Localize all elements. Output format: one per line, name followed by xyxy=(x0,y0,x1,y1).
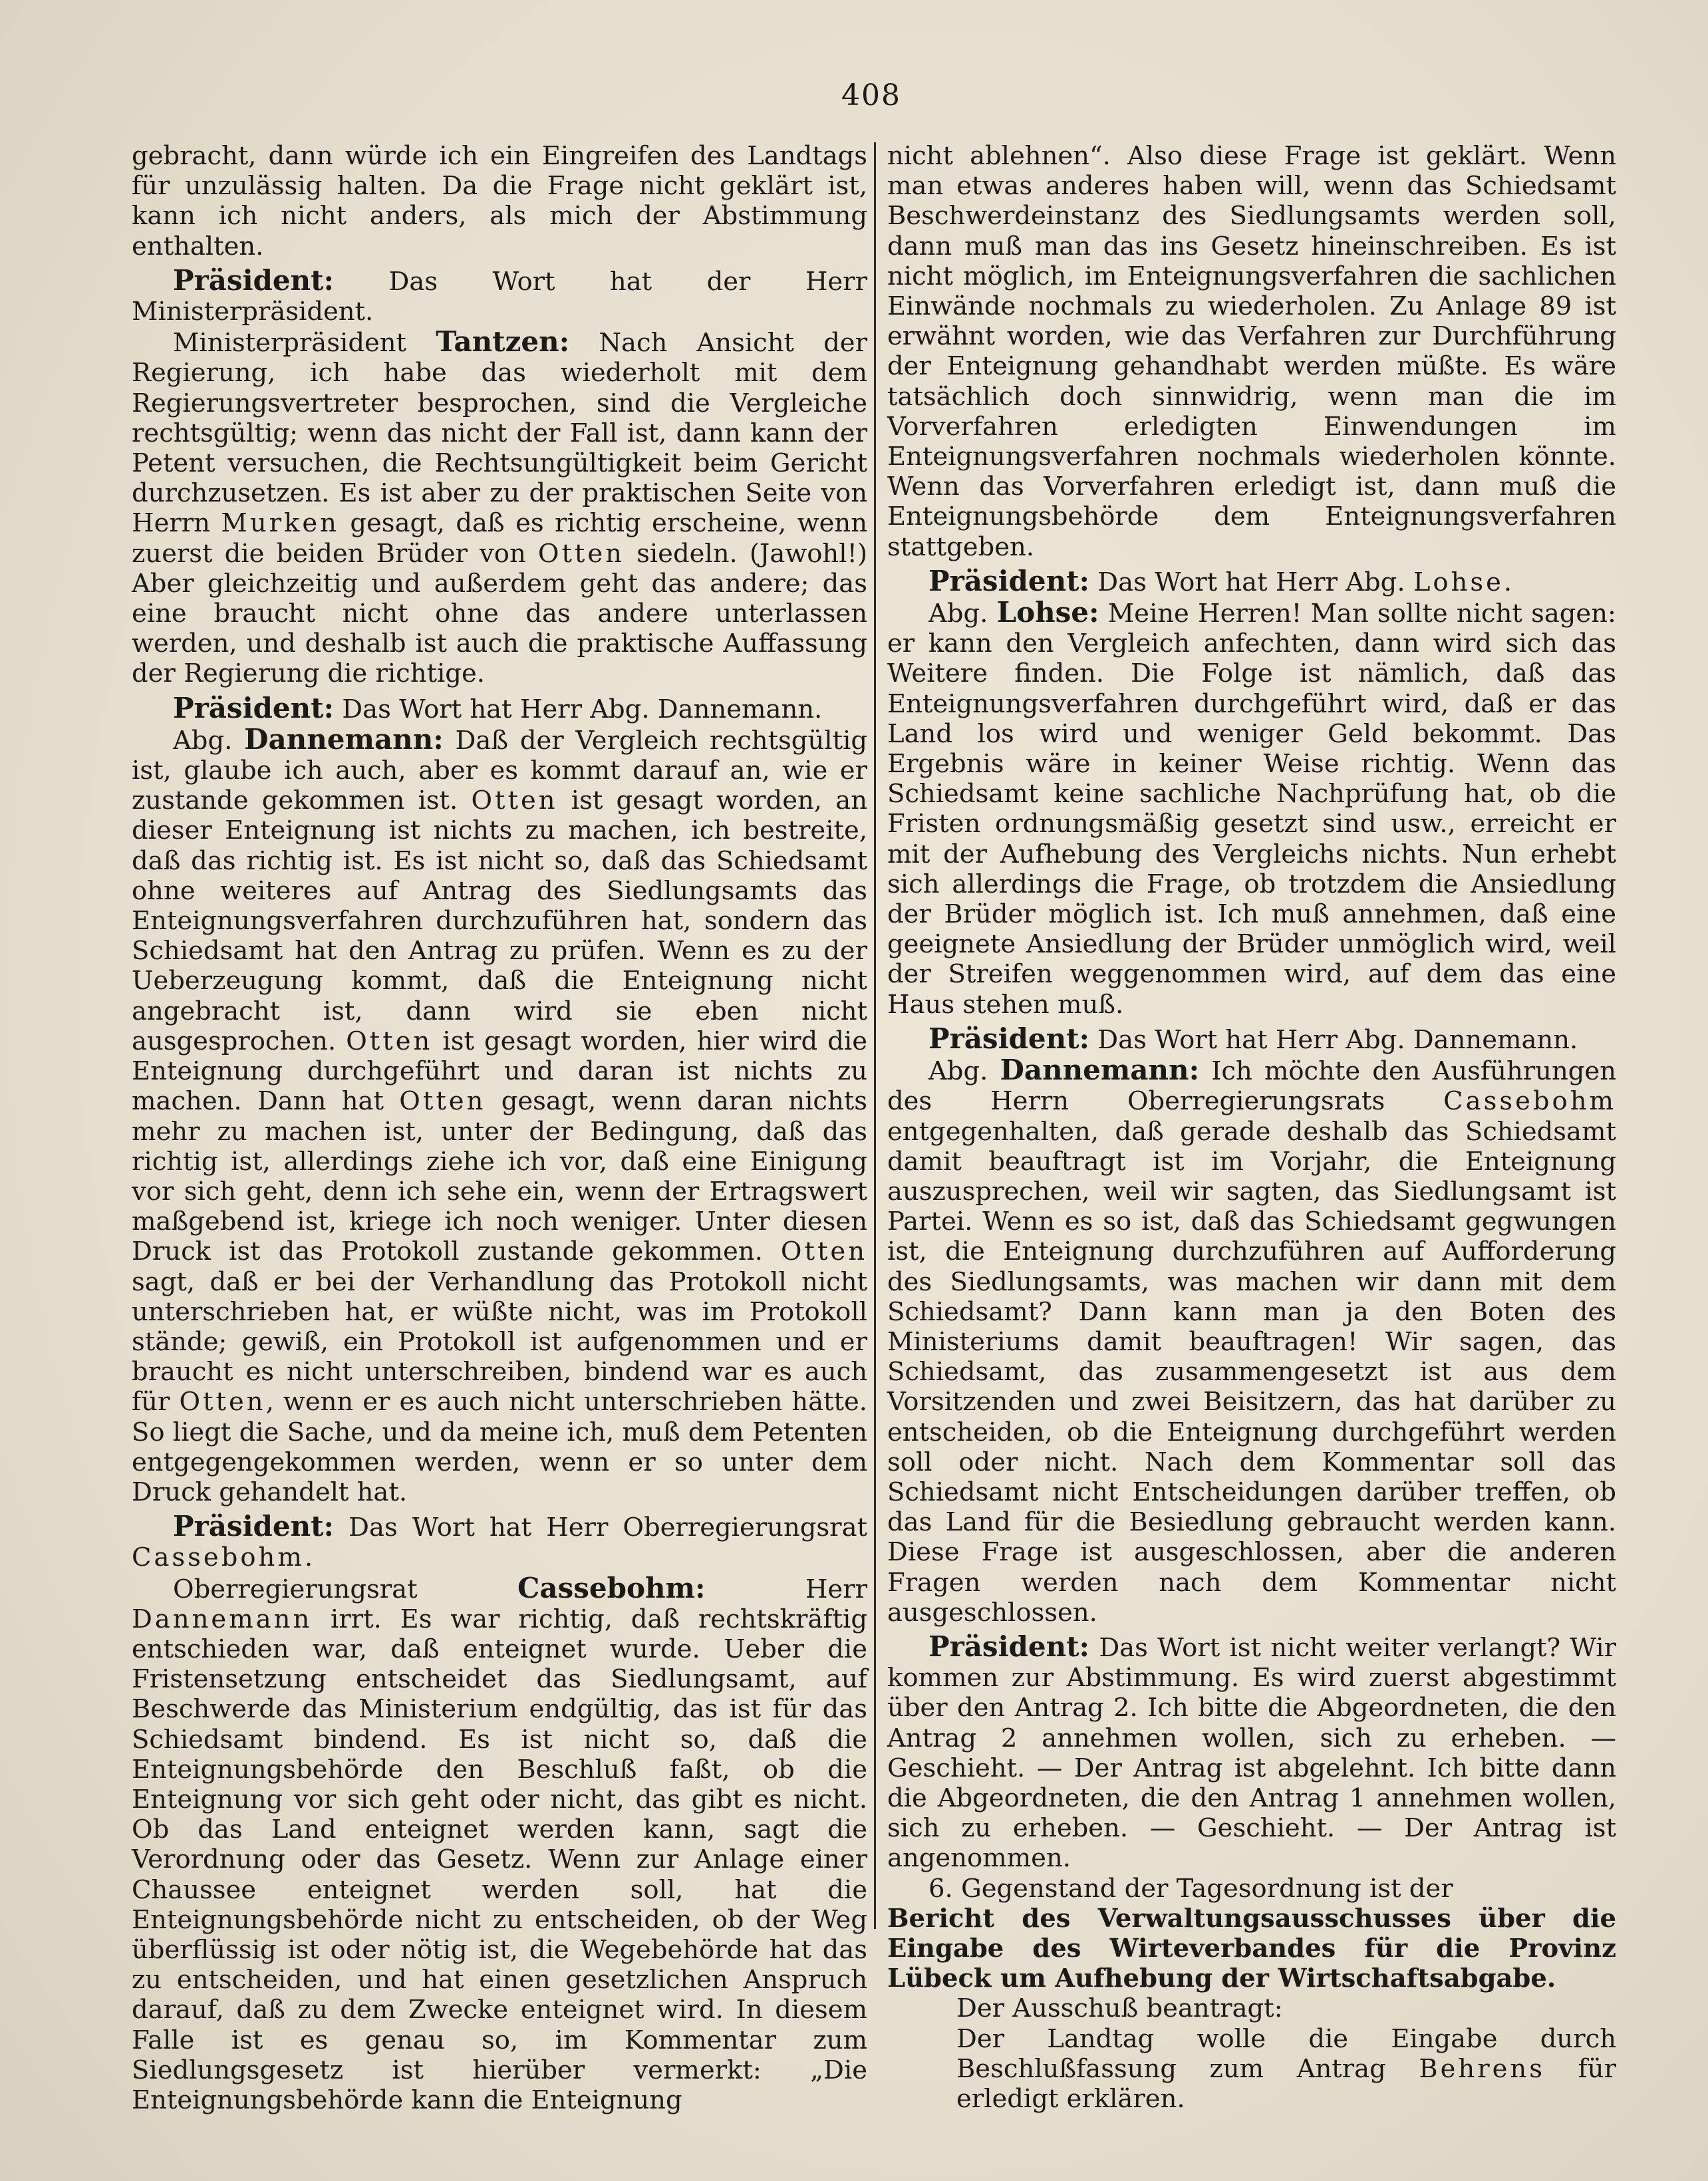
person-name: Cassebohm xyxy=(1443,1086,1616,1117)
speaker-name: Dannemann: xyxy=(244,722,444,756)
paragraph xyxy=(887,1632,1616,1874)
speech-text: Daß der Vergleich rechtsgültig ist, glaube ich auch, aber es kommt darauf an, wie er zustande gekommen ist. xyxy=(132,725,867,816)
speaker-role: Oberregierungsrat xyxy=(173,1574,517,1604)
speech-text: Das Wort hat Herr Abg. xyxy=(1089,567,1413,597)
speaker-role: Abg. xyxy=(928,1056,1000,1087)
speech-text: entgegenhalten, daß gerade deshalb das Schiedsamt damit beauftragt ist im Vorjahr, die Enteignung auszusprechen, weil wir sagten, das Siedlungsamt ist Partei. Wenn es so ist, daß das Schiedsamt gegwungen ist, die Enteignung durchzuführen auf Aufforderung des Siedlungsamts, was machen wir dann mit dem Schiedsamt? Dann kann man ja den Boten des Ministeriums damit beauftragen! Wir sagen, das Schiedsamt, das zusammengesetzt ist aus dem Vorsitzenden und zwei Beisitzern, das hat darüber zu entscheiden, ob die Enteignung durchgeführt werden soll oder nicht. Nach dem Kommentar soll das Schiedsamt nicht Entscheidungen darüber treffen, ob das Land für die Besiedlung gebraucht werden kann. Diese Frage ist ausgeschlossen, aber die anderen Fragen werden nach dem Kommentar nicht ausgeschlossen. xyxy=(887,1116,1616,1628)
paragraph xyxy=(132,327,867,688)
speech-text: Das Wort hat Herr Abg. Dannemann. xyxy=(334,694,823,724)
person-name: Otten xyxy=(346,1026,433,1056)
speaker-role: Ministerpräsident xyxy=(173,328,436,359)
person-name: Otten xyxy=(179,1387,266,1417)
person-name: Otten xyxy=(780,1236,867,1267)
agenda-title: Bericht des Verwaltungsausschusses über die Eingabe des Wirteverbandes für die Provinz Lübeck um Aufhebung der Wirtschaftsabgabe. xyxy=(887,1903,1616,1994)
speech-text: sagt, daß er bei der Verhandlung das Protokoll nicht unterschrieben hat, er wüßte nicht, was im Protokoll stände; gewiß, ein Protokoll ist aufgenommen und er braucht es nicht unterschreiben, bindend war es auch für xyxy=(132,1266,867,1417)
speaker-name: Präsident: xyxy=(928,564,1090,597)
speech-text: für erledigt erklären. xyxy=(956,2053,1616,2114)
speaker-name: Präsident: xyxy=(173,691,335,724)
speech-text: gesagt, wenn daran nichts mehr zu machen ist, unter der Bedingung, daß das richtig ist, allerdings ziehe ich vor, daß eine Einigung vor sich geht, denn ich sehe ein, wenn der Ertragswert maßgebend ist, kriege ich noch weniger. Unter diesen Druck ist das Protokoll zustande gekommen. xyxy=(132,1086,867,1267)
speaker-name: Tantzen: xyxy=(436,325,570,359)
person-name: Dannemann xyxy=(132,1604,313,1634)
speech-text: gesagt, daß es richtig erscheine, wenn zuerst die beiden Brüder von xyxy=(132,508,867,569)
paragraph xyxy=(887,1055,1616,1628)
column-divider xyxy=(874,142,876,1929)
speech-text: Der Landtag wolle die Eingabe durch Beschlußfassung zum Antrag xyxy=(956,2023,1616,2084)
person-name: Lohse xyxy=(1413,567,1504,597)
person-name: Murken xyxy=(221,508,339,539)
speech-text: ist gesagt worden, an dieser Enteignung ist nichts zu machen, ich bestreite, daß das richtig ist. Es ist nicht so, daß das Schiedsamt ohne weiteres auf Antrag des Siedlungsamts das Enteignungsverfahren durchzuführen hat, sondern das Schiedsamt hat den Antrag zu prüfen. Wenn es zu der Ueberzeugung kommt, daß die Enteignung nicht angebracht ist, dann wird sie eben nicht ausgesprochen. xyxy=(132,786,867,1056)
speech-text: Ich möchte den Ausführungen des Herrn Oberregierungsrats xyxy=(887,1056,1616,1117)
agenda-item: 6. Gegenstand der Tagesordnung ist der xyxy=(928,1873,1453,1904)
speaker-name: Präsident: xyxy=(928,1630,1090,1663)
person-name: Otten xyxy=(537,538,625,569)
motion-text xyxy=(887,2024,1616,2114)
page-number: 408 xyxy=(841,78,901,112)
person-name: Otten xyxy=(399,1086,486,1117)
person-name: Otten xyxy=(471,786,558,816)
speech-text: . xyxy=(304,1542,313,1573)
paragraph xyxy=(132,693,867,724)
speaker-name: Dannemann: xyxy=(1000,1054,1200,1087)
speaker-name: Präsident: xyxy=(173,1510,335,1543)
person-name: Behrens xyxy=(1419,2053,1545,2084)
speaker-name: Cassebohm: xyxy=(517,1571,706,1604)
paragraph xyxy=(887,566,1616,597)
person-name: Cassebohm xyxy=(132,1542,305,1573)
speaker-role: Abg. xyxy=(928,599,997,629)
speech-text: Das Wort hat Herr Abg. Dannemann. xyxy=(1089,1024,1578,1055)
paragraph xyxy=(132,1511,867,1572)
paragraph: nicht ablehnen“. Also diese Frage ist geklärt. Wenn man etwas anderes haben will, wenn das Schiedsamt Beschwerdeinstanz des Siedlungsamts werden soll, dann muß man das ins Gesetz hineinschreiben. Es ist nicht möglich, im Enteignungsverfahren die sachlichen Einwände nochmals zu wiederholen. Zu Anlage 89 ist erwähnt worden, wie das Verfahren zur Durchführung der Enteignung gehandhabt werden müßte. Es wäre tatsächlich doch sinnwidrig, wenn man die im Vorverfahren erledigten Einwendungen im Enteignungsverfahren nochmals wiederholen könnte. Wenn das Vorverfahren erledigt ist, dann muß die Enteignungsbehörde dem Enteignungsverfahren stattgeben. xyxy=(887,141,1616,562)
paragraph: Der Ausschuß beantragt: xyxy=(956,1993,1283,2024)
right-column xyxy=(887,141,1616,2114)
speech-text: ist gesagt worden, hier wird die Enteignung durchgeführt und daran ist nichts zu machen. Dann hat xyxy=(132,1026,867,1117)
speaker-name: Präsident: xyxy=(173,263,335,297)
paragraph xyxy=(887,1024,1616,1055)
paragraph xyxy=(132,724,867,1507)
speech-text: irrt. Es war richtig, daß rechtskräftig entschieden war, daß enteignet wurde. Ueber die Fristensetzung entscheidet das Siedlungsamt, auf Beschwerde das Ministerium endgültig, das ist für das Schiedsamt bindend. Es ist nicht so, daß die Enteignungsbehörde den Beschluß faßt, ob die Enteignung vor sich geht oder nicht, das gibt es nicht. Ob das Land enteignet werden kann, sagt die Verordnung oder das Gesetz. Wenn zur Anlage einer Chaussee enteignet werden soll, hat die Enteignungsbehörde nicht zu entscheiden, ob der Weg überflüssig ist oder nötig ist, die Wegebehörde hat das zu entscheiden, und hat einen gesetzlichen Anspruch darauf, daß zu dem Zwecke enteignet wird. In diesem Falle ist es genau so, im Kommentar zum Siedlungsgesetz ist hierüber vermerkt: „Die Enteignungsbehörde kann die Enteignung xyxy=(132,1604,867,2115)
speaker-role: Abg. xyxy=(173,725,245,756)
speech-text: . xyxy=(1503,567,1512,597)
paragraph xyxy=(132,1573,867,2116)
speech-text: Herr xyxy=(705,1574,867,1604)
speech-text: Meine Herren! Man sollte nicht sagen: er kann den Vergleich anfechten, dann wird sich das Weitere finden. Die Folge ist nämlich, daß das Enteignungsverfahren durchgeführt wird, daß er das Land los wird und weniger Geld bekommt. Das Ergebnis wäre in keiner Weise richtig. Wenn das Schiedsamt keine sachliche Nachprüfung hat, ob die Fristen ordnungsmäßig gesetzt sind usw., erreicht er mit der Aufhebung des Vergleichs nichts. Nun erhebt sich allerdings die Frage, ob trotzdem die Ansiedlung der Brüder möglich ist. Ich muß annehmen, daß eine geeignete Ansiedlung der Brüder unmöglich wird, weil der Streifen weggenommen wird, auf dem das eine Haus stehen muß. xyxy=(887,599,1616,1020)
speech-text: Das Wort ist nicht weiter verlangt? Wir kommen zur Abstimmung. Es wird zuerst abgestimmt über den Antrag 2. Ich bitte die Abgeordneten, die den Antrag 2 annehmen wollen, sich zu erheben. — Geschieht. — Der Antrag ist abgelehnt. Ich bitte dann die Abgeordneten, die den Antrag 1 annehmen wollen, sich zu erheben. — Geschieht. — Der Antrag ist angenommen. xyxy=(887,1632,1616,1874)
speaker-name: Lohse: xyxy=(996,596,1099,629)
speaker-name: Präsident: xyxy=(928,1022,1090,1055)
paragraph: gebracht, dann würde ich ein Eingreifen des Landtags für unzulässig halten. Da die Frage nicht geklärt ist, kann ich nicht anders, als mich der Abstimmung enthalten. xyxy=(132,141,867,261)
left-column xyxy=(132,141,867,2115)
speech-text: , wenn er es auch nicht unterschrieben hätte. So liegt die Sache, und da meine ich, muß dem Petenten entgegengekommen werden, wenn er so unter dem Druck gehandelt hat. xyxy=(132,1387,868,1507)
paragraph xyxy=(887,597,1616,1020)
speech-text: Nach Ansicht der Regierung, ich habe das wiederholt mit dem Regierungsvertreter besprochen, sind die Vergleiche rechtsgültig; wenn das nicht der Fall ist, dann kann der Petent versuchen, die Rechtsungültigkeit beim Gericht durchzusetzen. Es ist aber zu der praktischen Seite von Herrn xyxy=(132,328,867,539)
speech-text: Das Wort hat der Herr Ministerpräsident. xyxy=(132,266,867,327)
speech-text: Das Wort hat Herr Oberregierungsrat xyxy=(334,1513,867,1543)
paragraph xyxy=(132,265,867,327)
speech-text: siedeln. (Jawohl!) Aber gleichzeitig und außerdem geht das andere; das eine braucht nicht ohne das andere unterlassen werden, und deshalb ist auch die praktische Auffassung der Regierung die richtige. xyxy=(132,538,868,689)
